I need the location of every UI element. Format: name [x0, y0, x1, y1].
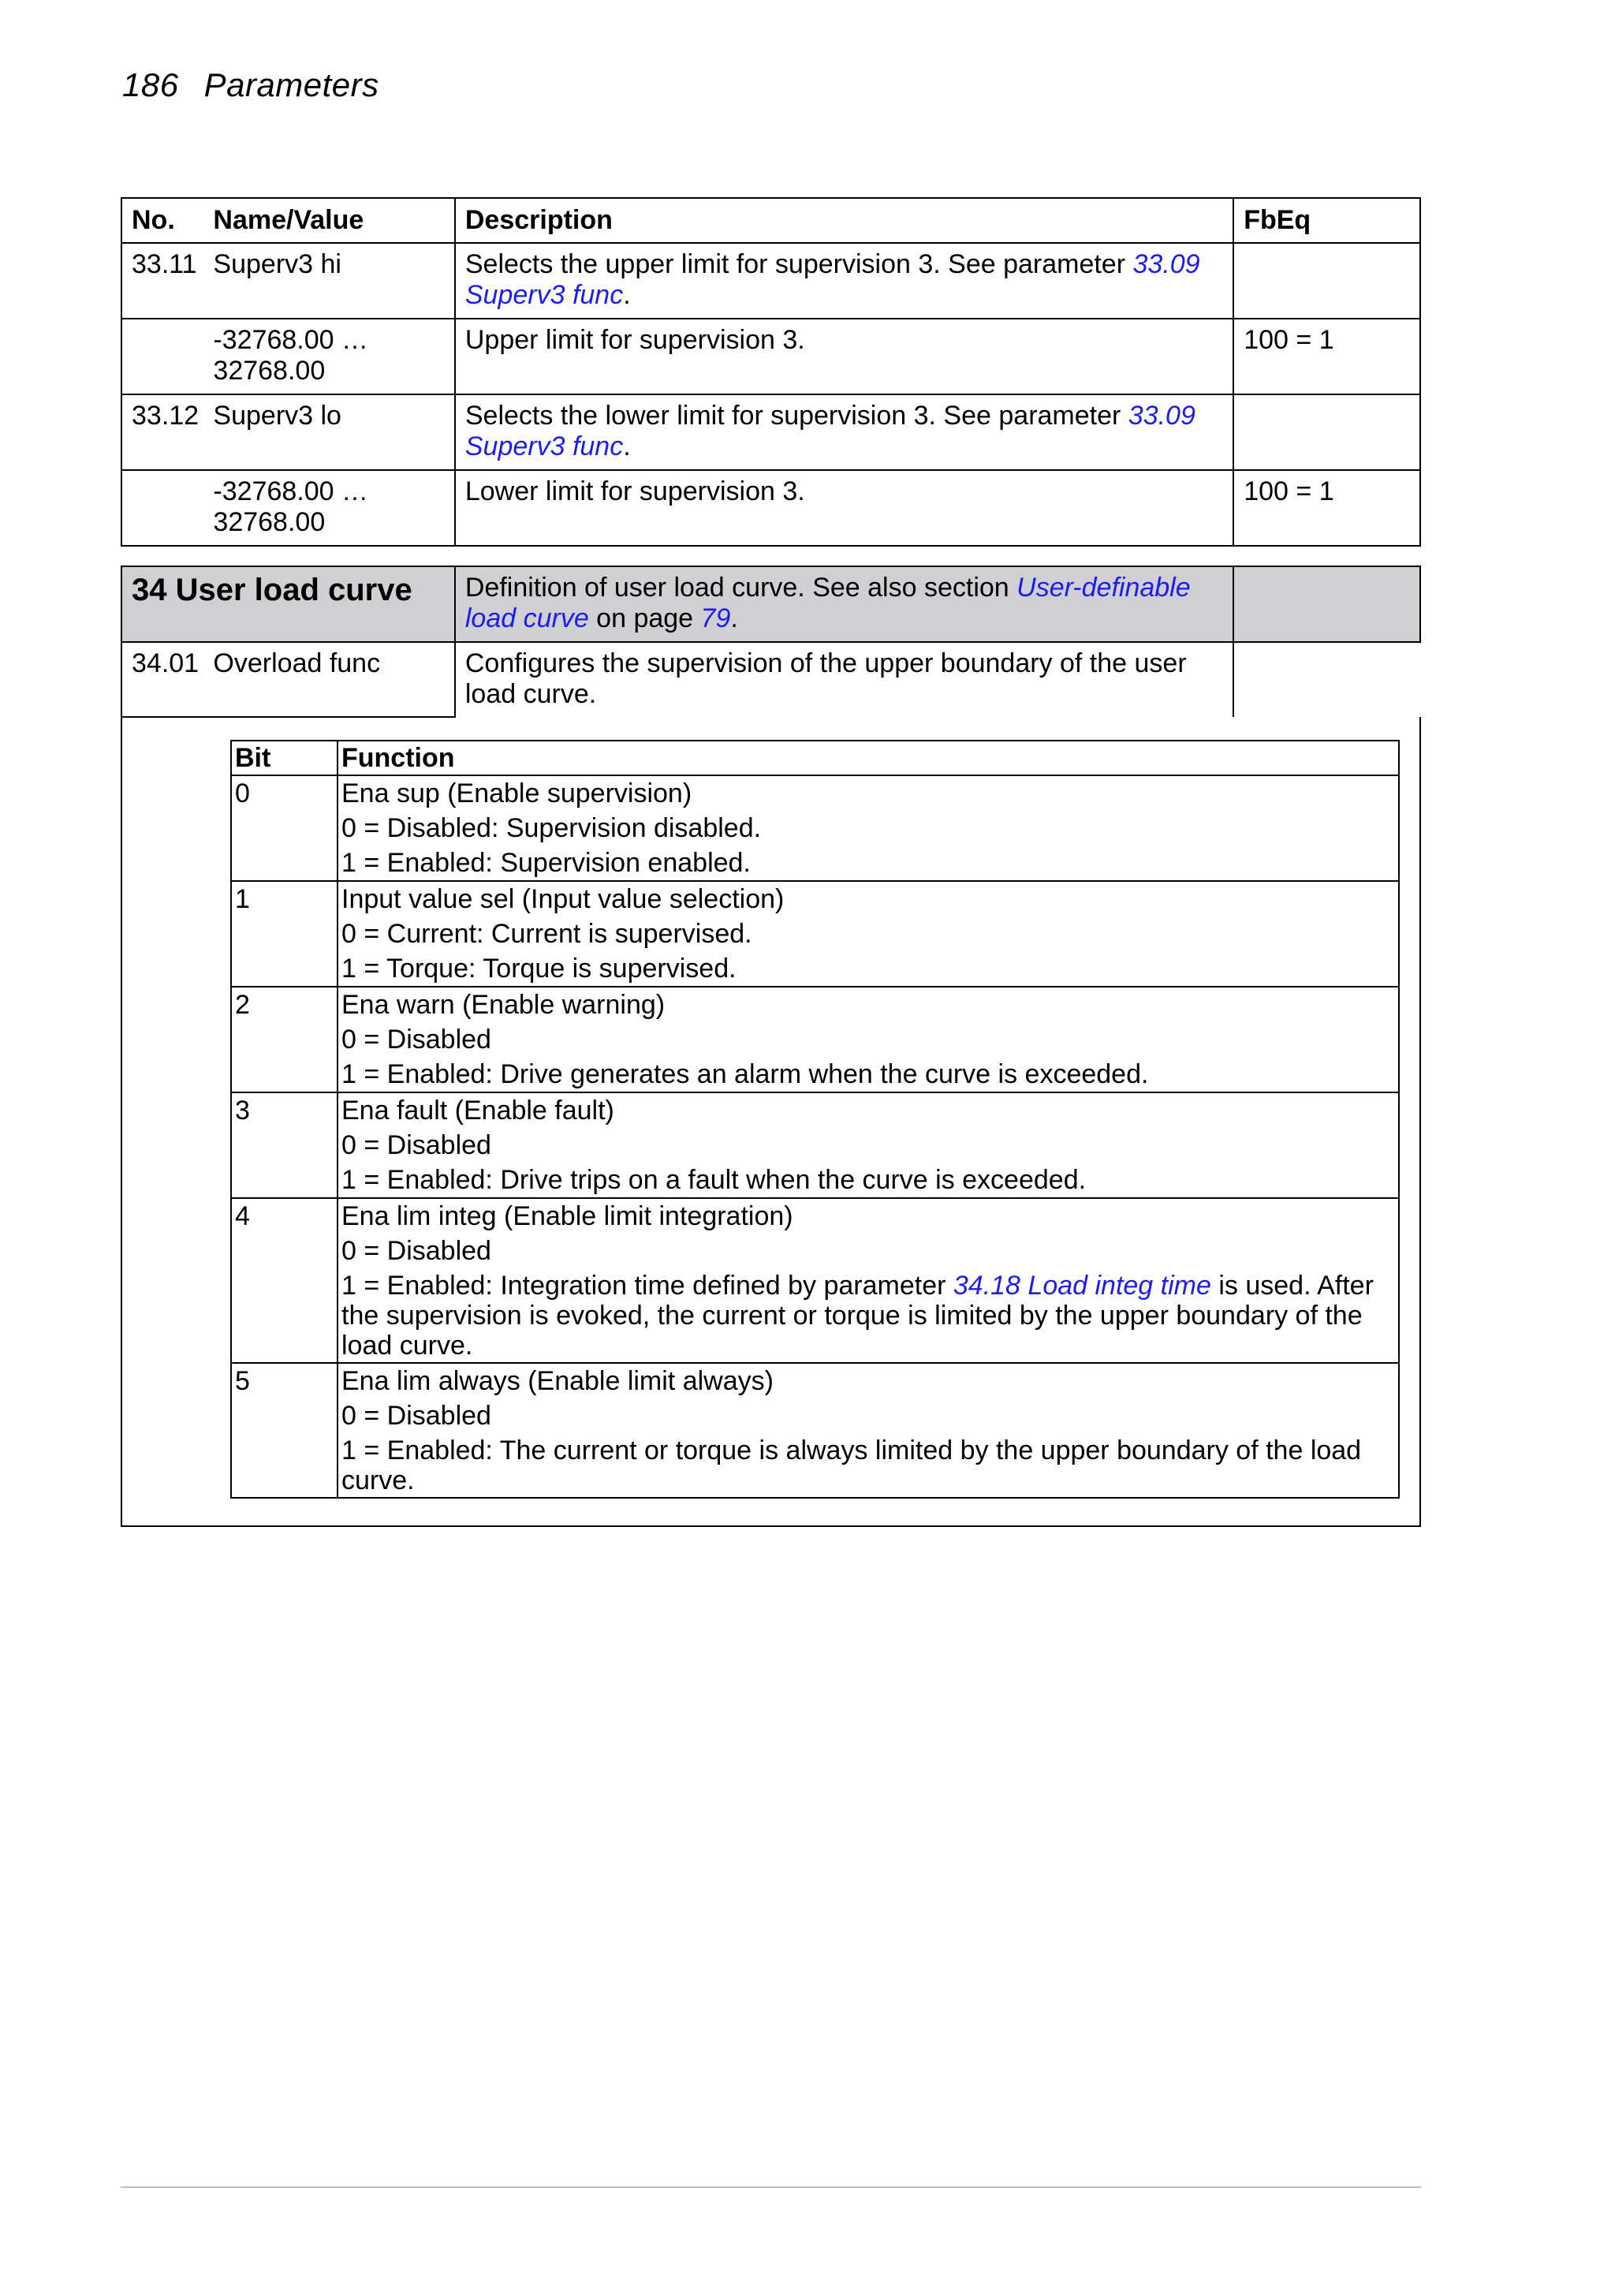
bit-number: 2 — [231, 987, 338, 1092]
param-link[interactable]: 34.18 Load integ time — [953, 1271, 1211, 1301]
page-link[interactable]: 79 — [700, 603, 731, 633]
param-description: Configures the supervision of the upper boundary of the user load curve. — [455, 642, 1233, 717]
page-header — [122, 66, 379, 104]
bit-function: Input value sel (Input value selection) 0 = Current: Current is supervised. 1 = Torque: Torque is supervised. — [338, 881, 1399, 987]
param-number: 34.01 — [121, 642, 203, 717]
header-name-value: Name/Value — [203, 198, 454, 243]
bit-row — [231, 1363, 1399, 1498]
section-link[interactable]: User-definable load curve — [464, 573, 1191, 633]
page-number: 186 — [122, 66, 179, 103]
footer-divider — [121, 2186, 1421, 2188]
bits-container — [121, 717, 1420, 1526]
bit-number: 5 — [231, 1363, 338, 1498]
parameter-table — [121, 197, 1421, 1527]
section-title: Parameters — [203, 66, 379, 103]
param-fbeq — [1233, 394, 1420, 470]
param-link[interactable]: 33.09 Superv3 func — [464, 249, 1200, 310]
header-no: No. — [121, 198, 203, 243]
bit-function: Ena lim integ (Enable limit integration) 0 = Disabled 1 = Enabled: Integration time defined by parameter 34.18 Load integ time is used. After the supervision is evoked, the current or torque is limited by the upper boundary of the load curve. — [338, 1198, 1399, 1363]
bit-function: Ena sup (Enable supervision) 0 = Disabled: Supervision disabled. 1 = Enabled: Supervision enabled. — [338, 775, 1399, 881]
header-bit: Bit — [231, 741, 338, 775]
bit-function: Ena warn (Enable warning) 0 = Disabled 1 = Enabled: Drive generates an alarm when the curve is exceeded. — [338, 987, 1399, 1092]
param-description: Selects the lower limit for supervision 3. See parameter 33.09 Superv3 func. — [455, 394, 1233, 470]
param-description: Lower limit for supervision 3. — [455, 470, 1233, 546]
bit-row — [231, 1198, 1399, 1363]
param-range: -32768.00 … 32768.00 — [203, 470, 454, 546]
bit-number: 4 — [231, 1198, 338, 1363]
table-row — [121, 394, 1420, 470]
header-fbeq: FbEq — [1233, 198, 1420, 243]
param-name: Overload func — [203, 642, 454, 717]
table-header-row — [121, 198, 1420, 243]
table-row — [121, 470, 1420, 546]
group-title: 34 User load curve — [121, 566, 455, 642]
bits-header-row — [231, 741, 1399, 775]
param-description: Selects the upper limit for supervision 3. See parameter 33.09 Superv3 func. — [455, 243, 1233, 319]
param-description: Upper limit for supervision 3. — [455, 319, 1233, 394]
param-name: Superv3 lo — [203, 394, 454, 470]
table-row — [121, 243, 1420, 319]
param-fbeq: 100 = 1 — [1233, 470, 1420, 546]
param-fbeq: 100 = 1 — [1233, 319, 1420, 394]
header-function: Function — [338, 741, 1399, 775]
group-header-row — [121, 566, 1420, 642]
bits-table — [230, 740, 1400, 1499]
bit-row — [231, 1092, 1399, 1198]
bit-function: Ena fault (Enable fault) 0 = Disabled 1 = Enabled: Drive trips on a fault when the curve is exceeded. — [338, 1092, 1399, 1198]
bit-row — [231, 881, 1399, 987]
bit-row — [231, 775, 1399, 881]
header-description: Description — [455, 198, 1233, 243]
param-fbeq — [1233, 243, 1420, 319]
param-number: 33.12 — [121, 394, 203, 470]
bit-number: 1 — [231, 881, 338, 987]
bit-number: 3 — [231, 1092, 338, 1198]
bit-function: Ena lim always (Enable limit always) 0 = Disabled 1 = Enabled: The current or torque is always limited by the upper boundary of the load curve. — [338, 1363, 1399, 1498]
table-row — [121, 319, 1420, 394]
table-row — [121, 642, 1420, 717]
bit-number: 0 — [231, 775, 338, 881]
param-name: Superv3 hi — [203, 243, 454, 319]
param-link[interactable]: 33.09 Superv3 func — [464, 401, 1195, 461]
param-range: -32768.00 … 32768.00 — [203, 319, 454, 394]
param-number: 33.11 — [121, 243, 203, 319]
group-description: Definition of user load curve. See also section User-definable load curve on page 79. — [455, 566, 1233, 642]
bit-row — [231, 987, 1399, 1092]
